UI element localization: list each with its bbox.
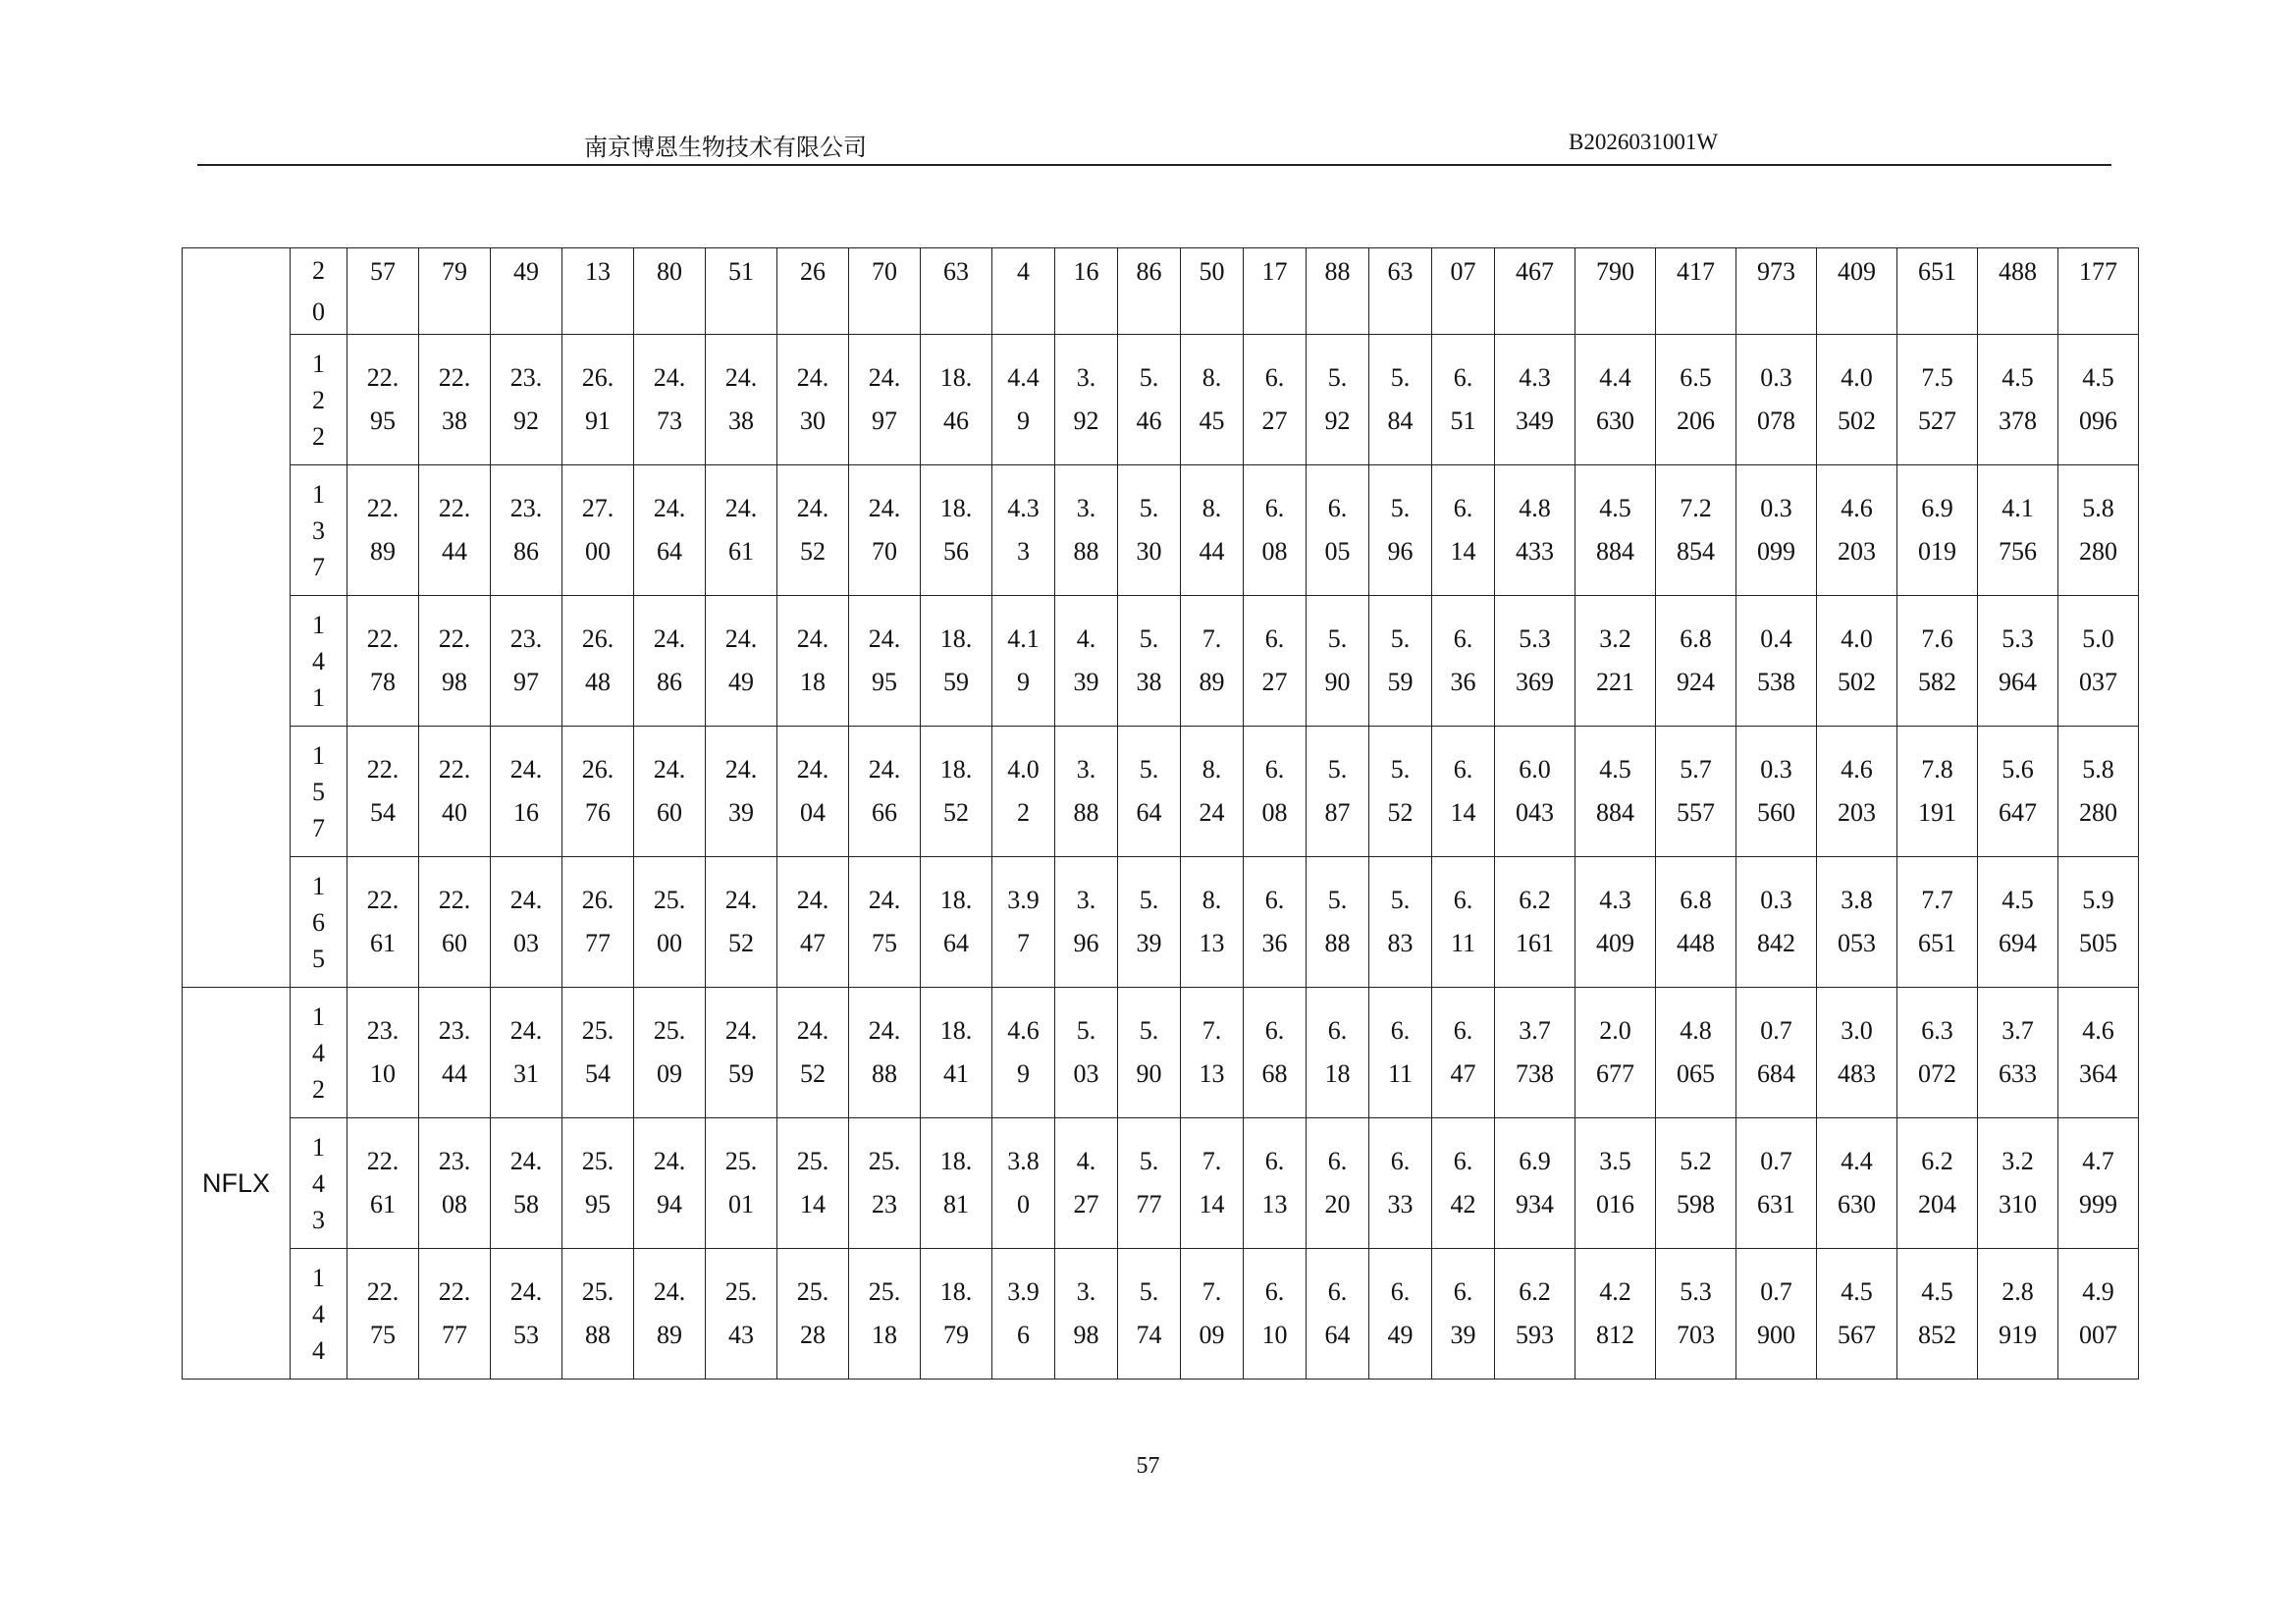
value-cell: 5. 90 <box>1118 988 1181 1118</box>
value-cell: 27. 00 <box>562 465 634 596</box>
value-cell: 6. 39 <box>1432 1249 1495 1380</box>
value-cell: 4.6 203 <box>1817 727 1897 857</box>
value-cell: 18. 56 <box>921 465 992 596</box>
value-cell: 6. 42 <box>1432 1118 1495 1249</box>
value-cell: 4.8 065 <box>1656 988 1736 1118</box>
value-cell: 24. 38 <box>706 335 777 465</box>
value-cell: 79 <box>419 248 491 335</box>
value-cell: 6. 08 <box>1244 727 1307 857</box>
value-cell: 3.2 310 <box>1978 1118 2058 1249</box>
value-cell: 24. 03 <box>491 857 562 988</box>
value-cell: 22. 98 <box>419 596 491 727</box>
value-cell: 4.0 502 <box>1817 596 1897 727</box>
value-cell: 51 <box>706 248 777 335</box>
value-cell: 23. 97 <box>491 596 562 727</box>
value-cell: 8. 44 <box>1181 465 1244 596</box>
value-cell: 24. 59 <box>706 988 777 1118</box>
value-cell: 6.9 934 <box>1495 1118 1575 1249</box>
value-cell: 5.2 598 <box>1656 1118 1736 1249</box>
value-cell: 26. 77 <box>562 857 634 988</box>
value-cell: 24. 04 <box>777 727 849 857</box>
value-cell: 6. 14 <box>1432 727 1495 857</box>
value-cell: 24. 94 <box>634 1118 706 1249</box>
value-cell: 6.5 206 <box>1656 335 1736 465</box>
value-cell: 17 <box>1244 248 1307 335</box>
row-id-cell: 1 6 5 <box>291 857 347 988</box>
value-cell: 24. 49 <box>706 596 777 727</box>
value-cell: 3.0 483 <box>1817 988 1897 1118</box>
value-cell: 6. 13 <box>1244 1118 1307 1249</box>
value-cell: 177 <box>2058 248 2139 335</box>
value-cell: 26. 48 <box>562 596 634 727</box>
value-cell: 4.4 630 <box>1575 335 1656 465</box>
value-cell: 70 <box>849 248 921 335</box>
value-cell: 6. 36 <box>1432 596 1495 727</box>
value-cell: 7.8 191 <box>1897 727 1978 857</box>
value-cell: 25. 14 <box>777 1118 849 1249</box>
value-cell: 5. 59 <box>1369 596 1432 727</box>
value-cell: 63 <box>921 248 992 335</box>
value-cell: 4.9 007 <box>2058 1249 2139 1380</box>
value-cell: 0.7 900 <box>1736 1249 1817 1380</box>
value-cell: 4.3 349 <box>1495 335 1575 465</box>
value-cell: 5.3 703 <box>1656 1249 1736 1380</box>
value-cell: 18. 64 <box>921 857 992 988</box>
value-cell: 0.7 631 <box>1736 1118 1817 1249</box>
value-cell: 409 <box>1817 248 1897 335</box>
value-cell: 6. 49 <box>1369 1249 1432 1380</box>
value-cell: 50 <box>1181 248 1244 335</box>
value-cell: 23. 44 <box>419 988 491 1118</box>
value-cell: 6. 27 <box>1244 596 1307 727</box>
table-row <box>183 596 2139 727</box>
value-cell: 6. 68 <box>1244 988 1307 1118</box>
value-cell: 6. 14 <box>1432 465 1495 596</box>
table-row <box>183 988 2139 1118</box>
value-cell: 25. 09 <box>634 988 706 1118</box>
value-cell: 3. 96 <box>1055 857 1118 988</box>
value-cell: 4. 39 <box>1055 596 1118 727</box>
value-cell: 24. 61 <box>706 465 777 596</box>
value-cell: 18. 79 <box>921 1249 992 1380</box>
value-cell: 22. 38 <box>419 335 491 465</box>
value-cell: 07 <box>1432 248 1495 335</box>
value-cell: 4 <box>992 248 1055 335</box>
value-cell: 6.2 204 <box>1897 1118 1978 1249</box>
value-cell: 26. 76 <box>562 727 634 857</box>
table-row <box>183 335 2139 465</box>
value-cell: 651 <box>1897 248 1978 335</box>
value-cell: 6.9 019 <box>1897 465 1978 596</box>
value-cell: 4.5 694 <box>1978 857 2058 988</box>
row-id-cell: 1 4 3 <box>291 1118 347 1249</box>
row-id-cell: 1 4 2 <box>291 988 347 1118</box>
value-cell: 7.6 582 <box>1897 596 1978 727</box>
value-cell: 3.7 633 <box>1978 988 2058 1118</box>
value-cell: 7.7 651 <box>1897 857 1978 988</box>
value-cell: 26 <box>777 248 849 335</box>
value-cell: 3. 88 <box>1055 465 1118 596</box>
value-cell: 7.5 527 <box>1897 335 1978 465</box>
value-cell: 5. 52 <box>1369 727 1432 857</box>
value-cell: 5.8 280 <box>2058 727 2139 857</box>
value-cell: 8. 13 <box>1181 857 1244 988</box>
value-cell: 488 <box>1978 248 2058 335</box>
value-cell: 4.4 9 <box>992 335 1055 465</box>
value-cell: 3. 98 <box>1055 1249 1118 1380</box>
value-cell: 25. 28 <box>777 1249 849 1380</box>
value-cell: 0.3 560 <box>1736 727 1817 857</box>
value-cell: 57 <box>347 248 419 335</box>
value-cell: 6. 11 <box>1432 857 1495 988</box>
value-cell: 3.2 221 <box>1575 596 1656 727</box>
value-cell: 7. 09 <box>1181 1249 1244 1380</box>
value-cell: 6. 08 <box>1244 465 1307 596</box>
value-cell: 22. 44 <box>419 465 491 596</box>
value-cell: 24. 52 <box>777 988 849 1118</box>
value-cell: 24. 52 <box>706 857 777 988</box>
value-cell: 7. 89 <box>1181 596 1244 727</box>
value-cell: 4.8 433 <box>1495 465 1575 596</box>
value-cell: 5. 38 <box>1118 596 1181 727</box>
value-cell: 5. 83 <box>1369 857 1432 988</box>
value-cell: 23. 92 <box>491 335 562 465</box>
value-cell: 25. 88 <box>562 1249 634 1380</box>
value-cell: 24. 16 <box>491 727 562 857</box>
value-cell: 86 <box>1118 248 1181 335</box>
value-cell: 5. 30 <box>1118 465 1181 596</box>
row-id-cell: 1 3 7 <box>291 465 347 596</box>
value-cell: 5. 77 <box>1118 1118 1181 1249</box>
value-cell: 8. 45 <box>1181 335 1244 465</box>
header-divider <box>197 164 2111 166</box>
value-cell: 22. 54 <box>347 727 419 857</box>
value-cell: 5. 39 <box>1118 857 1181 988</box>
value-cell: 24. 58 <box>491 1118 562 1249</box>
value-cell: 4.5 852 <box>1897 1249 1978 1380</box>
value-cell: 22. 77 <box>419 1249 491 1380</box>
value-cell: 22. 89 <box>347 465 419 596</box>
value-cell: 23. 86 <box>491 465 562 596</box>
value-cell: 88 <box>1307 248 1369 335</box>
value-cell: 18. 41 <box>921 988 992 1118</box>
value-cell: 0.3 099 <box>1736 465 1817 596</box>
table-row <box>183 1249 2139 1380</box>
row-id-cell: 2 0 <box>291 248 347 335</box>
value-cell: 22. 78 <box>347 596 419 727</box>
value-cell: 4.1 756 <box>1978 465 2058 596</box>
value-cell: 6. 64 <box>1307 1249 1369 1380</box>
value-cell: 6. 36 <box>1244 857 1307 988</box>
value-cell: 0.4 538 <box>1736 596 1817 727</box>
value-cell: 16 <box>1055 248 1118 335</box>
value-cell: 4.2 812 <box>1575 1249 1656 1380</box>
value-cell: 22. 61 <box>347 1118 419 1249</box>
value-cell: 80 <box>634 248 706 335</box>
value-cell: 25. 23 <box>849 1118 921 1249</box>
value-cell: 24. 75 <box>849 857 921 988</box>
value-cell: 22. 75 <box>347 1249 419 1380</box>
value-cell: 24. 88 <box>849 988 921 1118</box>
value-cell: 4.5 884 <box>1575 727 1656 857</box>
header-company-name: 南京博恩生物技术有限公司 <box>584 134 867 161</box>
value-cell: 24. 64 <box>634 465 706 596</box>
value-cell: 5. 03 <box>1055 988 1118 1118</box>
value-cell: 5.3 369 <box>1495 596 1575 727</box>
value-cell: 8. 24 <box>1181 727 1244 857</box>
value-cell: 3.9 7 <box>992 857 1055 988</box>
value-cell: 22. 95 <box>347 335 419 465</box>
row-id-cell: 1 5 7 <box>291 727 347 857</box>
value-cell: 3. 92 <box>1055 335 1118 465</box>
value-cell: 3.9 6 <box>992 1249 1055 1380</box>
row-id-cell: 1 2 2 <box>291 335 347 465</box>
value-cell: 417 <box>1656 248 1736 335</box>
value-cell: 24. 53 <box>491 1249 562 1380</box>
table-row <box>183 727 2139 857</box>
value-cell: 4.5 884 <box>1575 465 1656 596</box>
value-cell: 5. 88 <box>1307 857 1369 988</box>
value-cell: 4.5 378 <box>1978 335 2058 465</box>
value-cell: 24. 89 <box>634 1249 706 1380</box>
value-cell: 26. 91 <box>562 335 634 465</box>
value-cell: 5. 46 <box>1118 335 1181 465</box>
row-id-cell: 1 4 1 <box>291 596 347 727</box>
value-cell: 22. 60 <box>419 857 491 988</box>
value-cell: 24. 30 <box>777 335 849 465</box>
value-cell: 18. 52 <box>921 727 992 857</box>
value-cell: 24. 31 <box>491 988 562 1118</box>
value-cell: 5. 87 <box>1307 727 1369 857</box>
value-cell: 6.3 072 <box>1897 988 1978 1118</box>
group-label-cell: NFLX <box>183 988 291 1380</box>
value-cell: 5. 74 <box>1118 1249 1181 1380</box>
value-cell: 22. 61 <box>347 857 419 988</box>
value-cell: 3.7 738 <box>1495 988 1575 1118</box>
value-cell: 23. 10 <box>347 988 419 1118</box>
value-cell: 6.8 924 <box>1656 596 1736 727</box>
value-cell: 4.6 364 <box>2058 988 2139 1118</box>
value-cell: 4.5 096 <box>2058 335 2139 465</box>
value-cell: 18. 59 <box>921 596 992 727</box>
page-number: 57 <box>1136 1453 1160 1479</box>
value-cell: 6.8 448 <box>1656 857 1736 988</box>
value-cell: 973 <box>1736 248 1817 335</box>
value-cell: 467 <box>1495 248 1575 335</box>
value-cell: 6. 10 <box>1244 1249 1307 1380</box>
value-cell: 4.4 630 <box>1817 1118 1897 1249</box>
value-cell: 4.6 9 <box>992 988 1055 1118</box>
value-cell: 22. 40 <box>419 727 491 857</box>
value-cell: 0.3 078 <box>1736 335 1817 465</box>
value-cell: 13 <box>562 248 634 335</box>
value-cell: 24. 60 <box>634 727 706 857</box>
value-cell: 4.5 567 <box>1817 1249 1897 1380</box>
value-cell: 24. 86 <box>634 596 706 727</box>
row-id-cell: 1 4 4 <box>291 1249 347 1380</box>
value-cell: 3.8 053 <box>1817 857 1897 988</box>
value-cell: 49 <box>491 248 562 335</box>
value-cell: 5.6 647 <box>1978 727 2058 857</box>
value-cell: 18. 46 <box>921 335 992 465</box>
value-cell: 6. 05 <box>1307 465 1369 596</box>
value-cell: 4.0 2 <box>992 727 1055 857</box>
table-row <box>183 1118 2139 1249</box>
value-cell: 6. 51 <box>1432 335 1495 465</box>
value-cell: 5.0 037 <box>2058 596 2139 727</box>
value-cell: 6.2 161 <box>1495 857 1575 988</box>
value-cell: 6. 33 <box>1369 1118 1432 1249</box>
value-cell: 25. 54 <box>562 988 634 1118</box>
value-cell: 5.9 505 <box>2058 857 2139 988</box>
value-cell: 6.0 043 <box>1495 727 1575 857</box>
value-cell: 2.8 919 <box>1978 1249 2058 1380</box>
value-cell: 24. 52 <box>777 465 849 596</box>
value-cell: 5. 64 <box>1118 727 1181 857</box>
value-cell: 4. 27 <box>1055 1118 1118 1249</box>
value-cell: 790 <box>1575 248 1656 335</box>
value-cell: 4.1 9 <box>992 596 1055 727</box>
value-cell: 5. 84 <box>1369 335 1432 465</box>
value-cell: 3.5 016 <box>1575 1118 1656 1249</box>
value-cell: 6.2 593 <box>1495 1249 1575 1380</box>
value-cell: 6. 27 <box>1244 335 1307 465</box>
value-cell: 25. 00 <box>634 857 706 988</box>
group-label-cell <box>183 248 291 988</box>
value-cell: 25. 95 <box>562 1118 634 1249</box>
value-cell: 7. 13 <box>1181 988 1244 1118</box>
header-document-code: B2026031001W <box>1569 130 1719 154</box>
value-cell: 7. 14 <box>1181 1118 1244 1249</box>
value-cell: 0.3 842 <box>1736 857 1817 988</box>
value-cell: 0.7 684 <box>1736 988 1817 1118</box>
table-row <box>183 465 2139 596</box>
value-cell: 7.2 854 <box>1656 465 1736 596</box>
value-cell: 63 <box>1369 248 1432 335</box>
value-cell: 24. 70 <box>849 465 921 596</box>
value-cell: 25. 01 <box>706 1118 777 1249</box>
data-table <box>182 247 2139 1380</box>
value-cell: 18. 81 <box>921 1118 992 1249</box>
value-cell: 5.7 557 <box>1656 727 1736 857</box>
value-cell: 3.8 0 <box>992 1118 1055 1249</box>
value-cell: 6. 20 <box>1307 1118 1369 1249</box>
value-cell: 5. 96 <box>1369 465 1432 596</box>
value-cell: 4.0 502 <box>1817 335 1897 465</box>
value-cell: 24. 39 <box>706 727 777 857</box>
value-cell: 6. 11 <box>1369 988 1432 1118</box>
value-cell: 24. 66 <box>849 727 921 857</box>
value-cell: 3. 88 <box>1055 727 1118 857</box>
value-cell: 23. 08 <box>419 1118 491 1249</box>
value-cell: 2.0 677 <box>1575 988 1656 1118</box>
value-cell: 5.3 964 <box>1978 596 2058 727</box>
value-cell: 4.6 203 <box>1817 465 1897 596</box>
value-cell: 24. 95 <box>849 596 921 727</box>
value-cell: 25. 43 <box>706 1249 777 1380</box>
value-cell: 24. 73 <box>634 335 706 465</box>
value-cell: 4.7 999 <box>2058 1118 2139 1249</box>
table-row <box>183 857 2139 988</box>
value-cell: 6. 47 <box>1432 988 1495 1118</box>
value-cell: 24. 97 <box>849 335 921 465</box>
value-cell: 4.3 409 <box>1575 857 1656 988</box>
value-cell: 5.8 280 <box>2058 465 2139 596</box>
value-cell: 24. 47 <box>777 857 849 988</box>
value-cell: 5. 90 <box>1307 596 1369 727</box>
value-cell: 24. 18 <box>777 596 849 727</box>
value-cell: 4.3 3 <box>992 465 1055 596</box>
table-row <box>183 248 2139 335</box>
value-cell: 25. 18 <box>849 1249 921 1380</box>
value-cell: 5. 92 <box>1307 335 1369 465</box>
value-cell: 6. 18 <box>1307 988 1369 1118</box>
